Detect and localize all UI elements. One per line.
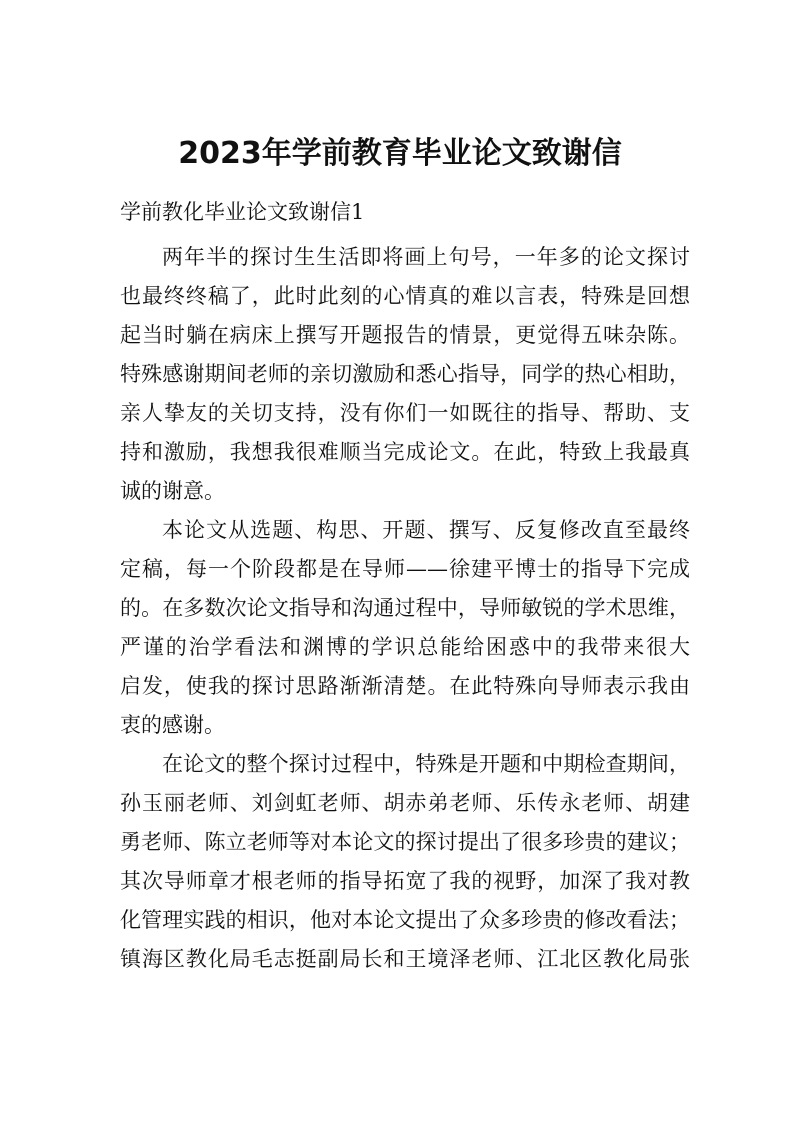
text-line: 亲人挚友的关切支持，没有你们一如既往的指导、帮助、支 [120,401,690,425]
text-line: 勇老师、陈立老师等对本论文的探讨提出了很多珍贵的建议； [120,830,690,854]
paragraph-1 [120,238,690,511]
text-line: 严谨的治学看法和渊博的学识总能给困惑中的我带来很大 [120,635,690,659]
text-line: 化管理实践的相识，他对本论文提出了众多珍贵的修改看法； [120,908,690,932]
text-line: 特殊感谢期间老师的亲切激励和悉心指导，同学的热心相助， [120,362,690,386]
text-line: 本论文从选题、构思、开题、撰写、反复修改直至最终 [162,518,690,542]
paragraph-2 [120,511,690,745]
text-line: 在论文的整个探讨过程中，特殊是开题和中期检查期间， [162,752,690,776]
paragraph-3 [120,745,690,979]
text-line: 的。在多数次论文指导和沟通过程中，导师敏锐的学术思维， [120,596,690,620]
text-line: 起当时躺在病床上撰写开题报告的情景，更觉得五味杂陈。 [120,323,690,347]
text-line: 诚的谢意。 [120,479,225,503]
text-line: 镇海区教化局毛志挺副局长和王境泽老师、江北区教化局张 [120,947,690,971]
text-line: 持和激励，我想我很难顺当完成论文。在此，特致上我最真 [120,440,690,464]
section-heading: 学前教化毕业论文致谢信1 [120,200,365,224]
text-line: 定稿，每一个阶段都是在导师——徐建平博士的指导下完成 [120,557,690,581]
text-line: 也最终终稿了，此时此刻的心情真的难以言表，特殊是回想 [120,284,690,308]
text-line: 其次导师章才根老师的指导拓宽了我的视野，加深了我对教 [120,869,690,893]
text-line: 衷的感谢。 [120,713,225,737]
text-line: 两年半的探讨生生活即将画上句号，一年多的论文探讨 [162,245,690,269]
text-line: 启发，使我的探讨思路渐渐清楚。在此特殊向导师表示我由 [120,674,690,698]
document-title: 2023年学前教育毕业论文致谢信 [178,136,622,171]
text-line: 孙玉丽老师、刘剑虹老师、胡赤弟老师、乐传永老师、胡建 [120,791,690,815]
document-body [120,238,690,979]
